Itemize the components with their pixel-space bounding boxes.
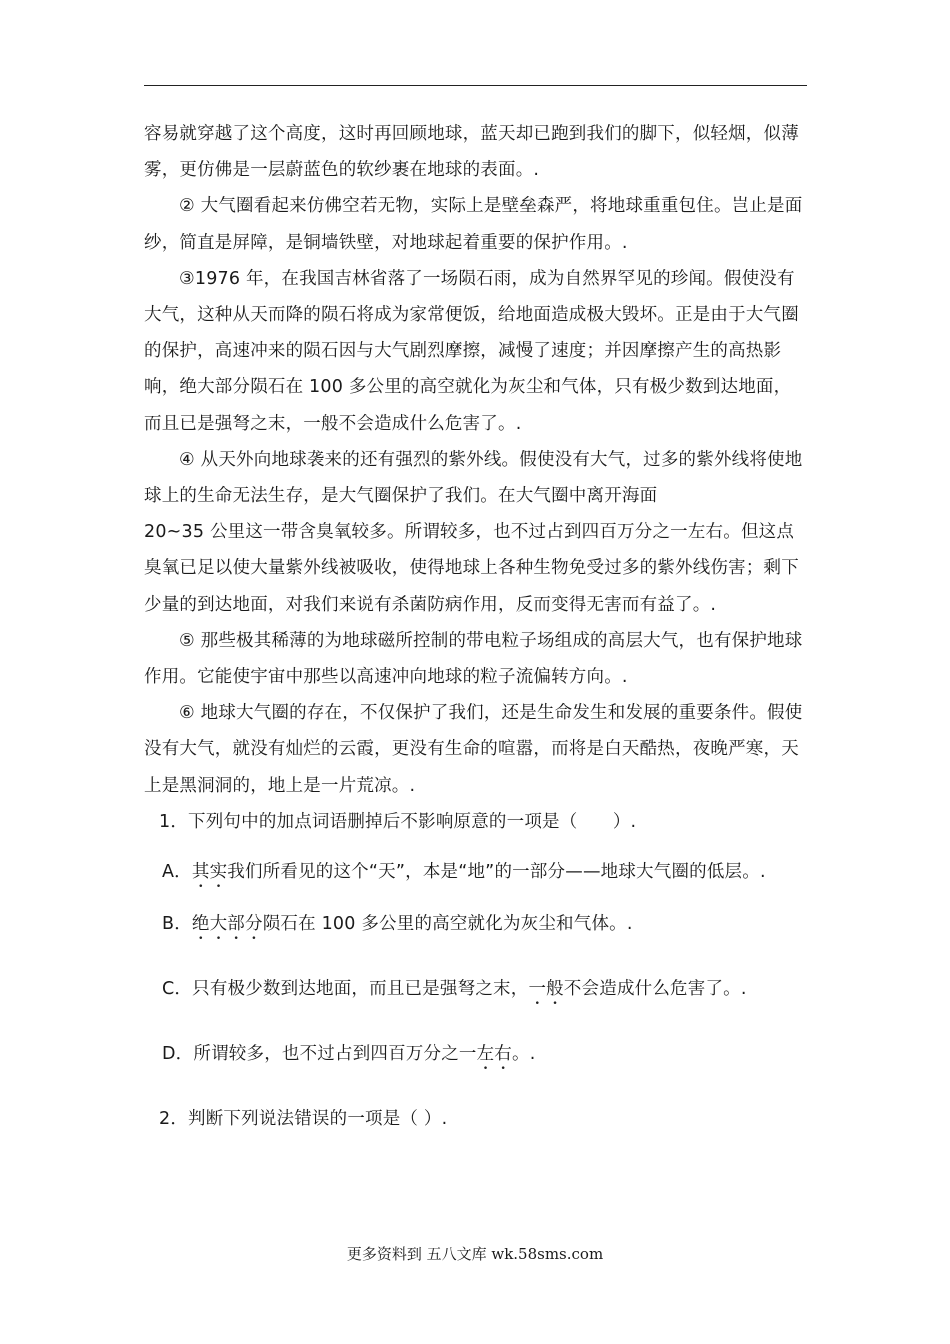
question-1-option-a — [144, 854, 808, 892]
paragraph-6: ⑥ 地球大气圈的存在，不仅保护了我们，还是生命发生和发展的重要条件。假使没有大气，就没有灿烂的云霞，更没有生命的喧嚣，而将是白天酷热，夜晚严寒，天上是黑洞洞的，地上是一片荒凉。. — [144, 703, 803, 796]
option-b-text: 陨石在 100 多公里的高空就化为灰尘和气体。. — [262, 914, 633, 935]
question-1-option-c — [144, 971, 808, 1009]
option-c-label: C． — [162, 979, 193, 1000]
paragraph-5: ⑤ 那些极其稀薄的为地球磁所控制的带电粒子场组成的高层大气，也有保护地球作用。它能使宇宙中那些以高速冲向地球的粒子流偏转方向。. — [144, 630, 803, 688]
question-1-stem: 1．下列句中的加点词语删掉后不影响原意的一项是（ ）. — [159, 811, 637, 832]
option-d-dotted-word: 左右 — [476, 1044, 512, 1065]
paragraph-3: ③1976 年，在我国吉林省落了一场陨石雨，成为自然界罕见的珍闻。假使没有大气，这种从天而降的陨石将成为家常便饭，给地面造成极大毁坏。正是由于大气圈的保护，高速冲来的陨石因与大气剧烈摩擦，减慢了速度；并因摩擦产生的高热影响，绝大部分陨石在 100 多公里的高空就化为灰尘和气体，只有极少数到达地面，而且已是强弩之末，一般不会造成什么危害了。. — [144, 268, 799, 434]
option-d-text-pre: 所谓较多，也不过占到四百万分之一 — [193, 1044, 477, 1065]
option-c-text: 不会造成什么危害了。. — [563, 979, 747, 1000]
footer-source: 更多资料到 五八文库 wk.58sms.com — [346, 1245, 604, 1263]
paragraph-1: 容易就穿越了这个高度，这时再回顾地球，蓝天却已跑到我们的脚下，似轻烟，似薄雾，更仿佛是一层蔚蓝色的软纱裹在地球的表面。. — [144, 124, 799, 181]
header-rule — [144, 85, 807, 86]
paragraph-4b: 20~35 公里这一带含臭氧较多。所谓较多，也不过占到四百万分之一左右。但这点臭氧已足以使大量紫外线被吸收，使得地球上各种生物免受过多的紫外线伤害；剩下少量的到达地面，对我们来说有杀菌防病作用，反而变得无害而有益了。. — [144, 522, 799, 615]
option-c-text-pre: 只有极少数到达地面，而且已是强弩之末， — [192, 979, 529, 1000]
option-a-dotted-word: 其实 — [191, 862, 228, 883]
question-1-option-b — [144, 906, 808, 944]
option-a-text: 我们所看见的这个“天”，本是“地”的一部分——地球大气圈的低层。. — [227, 862, 766, 883]
option-d-text: 。. — [512, 1044, 536, 1065]
option-d-label: D． — [162, 1044, 194, 1065]
question-1-option-d — [144, 1036, 808, 1074]
question-2-stem: 2．判断下列说法错误的一项是（ ）. — [159, 1109, 448, 1130]
option-a-label: A． — [162, 862, 192, 883]
option-b-label: B． — [162, 914, 192, 935]
option-c-dotted-word: 一般 — [528, 979, 564, 1000]
paragraph-2: ② 大气圈看起来仿佛空若无物，实际上是壁垒森严，将地球重重包住。岂止是面纱，简直是屏障，是铜墙铁壁，对地球起着重要的保护作用。. — [144, 196, 803, 253]
option-b-dotted-word: 绝大部分 — [191, 914, 263, 935]
article-body — [144, 116, 808, 1137]
paragraph-4a: ④ 从天外向地球袭来的还有强烈的紫外线。假使没有大气，过多的紫外线将使地球上的生命无法生存，是大气圈保护了我们。在大气圈中离开海面 — [144, 449, 803, 507]
